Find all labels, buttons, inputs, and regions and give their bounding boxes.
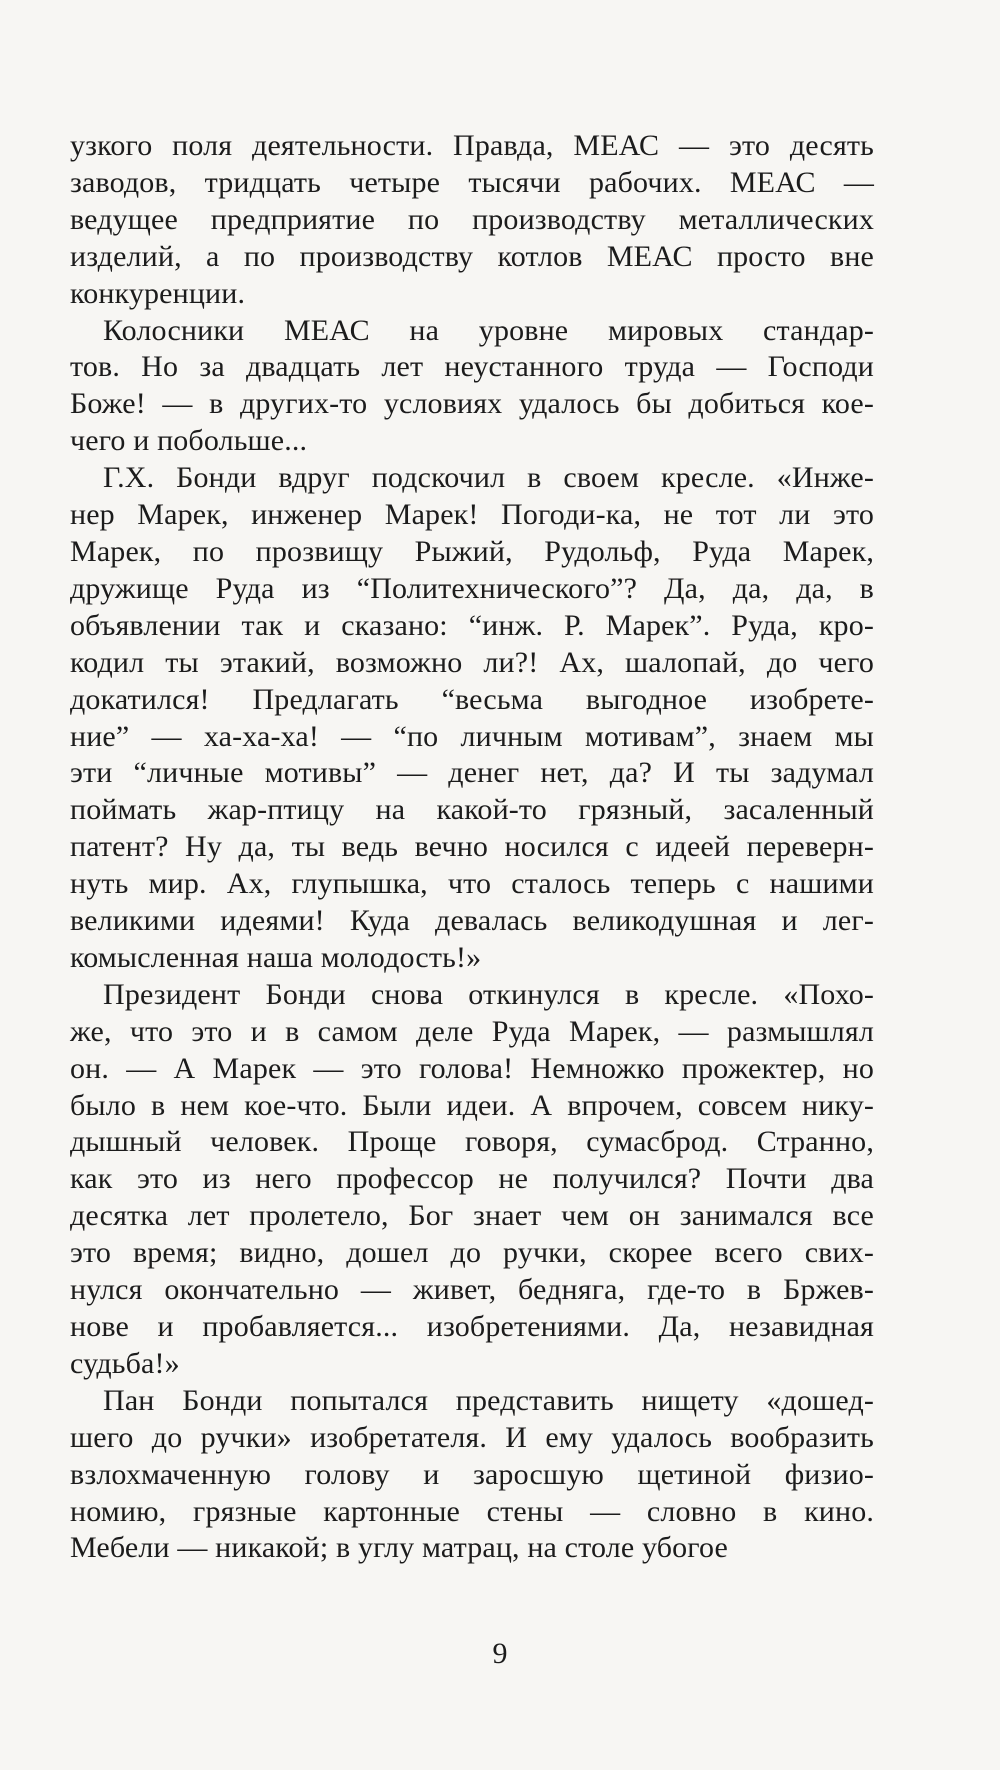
text-line: это время; видно, дошел до ручки, скорее всего свих- [70, 1236, 874, 1270]
text-line: изделий, а по производству котлов МЕАС просто вне [70, 239, 874, 273]
text-line: комысленная наша молодость!» [70, 940, 482, 974]
text-line: поймать жар-птицу на какой-то грязный, засаленный [70, 793, 874, 827]
text-line: шего до ручки» изобретателя. И ему удалось вообразить [70, 1420, 874, 1454]
text-line: тов. Но за двадцать лет неустанного труда — Господи [70, 350, 874, 384]
text-line: чего и побольше... [70, 424, 308, 458]
text-line: великими идеями! Куда девалась великодушная и лег- [70, 904, 874, 938]
text-line: патент? Ну да, ты ведь вечно носился с идеей переверн- [70, 830, 874, 864]
text-line: Пан Бонди попытался представить нищету «дошед- [103, 1383, 874, 1417]
paragraph [70, 460, 874, 977]
paragraph [70, 1383, 874, 1568]
text-line: Марек, по прозвищу Рыжий, Рудольф, Руда Марек, [70, 534, 874, 568]
body-text [70, 128, 874, 1567]
text-line: Г.Х. Бонди вдруг подскочил в своем кресле. «Инже- [103, 461, 874, 495]
text-line: докатился! Предлагать “весьма выгодное изобрете- [70, 682, 874, 716]
text-line: узкого поля деятельности. Правда, МЕАС — это десять [70, 129, 874, 162]
text-line: Мебели — никакой; в углу матрац, на столе убогое [70, 1531, 728, 1565]
text-line: Колосники МЕАС на уровне мировых стандар- [103, 313, 874, 347]
text-line: ние” — ха-ха-ха! — “по личным мотивам”, знаем мы [70, 719, 874, 753]
text-line: объявлении так и сказано: “инж. Р. Марек”. Руда, кро- [70, 608, 874, 642]
text-line: нуть мир. Ах, глупышка, что сталось теперь с нашими [70, 867, 874, 901]
text-line: Президент Бонди снова откинулся в кресле. «Похо- [103, 977, 874, 1011]
text-line: конкуренции. [70, 276, 246, 310]
text-line: дышный человек. Проще говоря, сумасброд. Странно, [70, 1125, 874, 1159]
text-line: взлохмаченную голову и заросшую щетиной физио- [70, 1457, 874, 1491]
text-line: ведущее предприятие по производству металлических [70, 202, 874, 236]
text-line: нер Марек, инженер Марек! Погоди-ка, не тот ли это [70, 498, 874, 532]
text-line: номию, грязные картонные стены — словно в кино. [70, 1494, 874, 1528]
paragraph [70, 313, 874, 461]
text-line: эти “личные мотивы” — денег нет, да? И ты задумал [70, 756, 874, 790]
paragraph [70, 977, 874, 1383]
text-line: кодил ты этакий, возможно ли?! Ах, шалопай, до чего [70, 645, 874, 679]
text-line: было в нем кое-что. Были идеи. А впрочем, совсем нику- [70, 1088, 874, 1122]
text-line: десятка лет пролетело, Бог знает чем он занимался все [70, 1199, 874, 1233]
text-line: же, что это и в самом деле Руда Марек, — размышлял [70, 1014, 874, 1048]
text-line: как это из него профессор не получился? Почти два [70, 1162, 874, 1196]
paragraph [70, 128, 874, 313]
text-line: заводов, тридцать четыре тысячи рабочих. МЕАС — [70, 165, 874, 199]
text-line: судьба!» [70, 1346, 180, 1380]
text-line: Боже! — в других-то условиях удалось бы добиться кое- [70, 387, 874, 421]
text-line: дружище Руда из “Политехнического”? Да, да, да, в [70, 571, 874, 605]
text-line: нулся окончательно — живет, бедняга, где-то в Бржев- [70, 1273, 874, 1307]
text-line: нове и пробавляется... изобретениями. Да, незавидная [70, 1310, 874, 1343]
page-number: 9 [492, 1637, 508, 1670]
text-line: он. — А Марек — это голова! Немножко прожектер, но [70, 1051, 874, 1085]
